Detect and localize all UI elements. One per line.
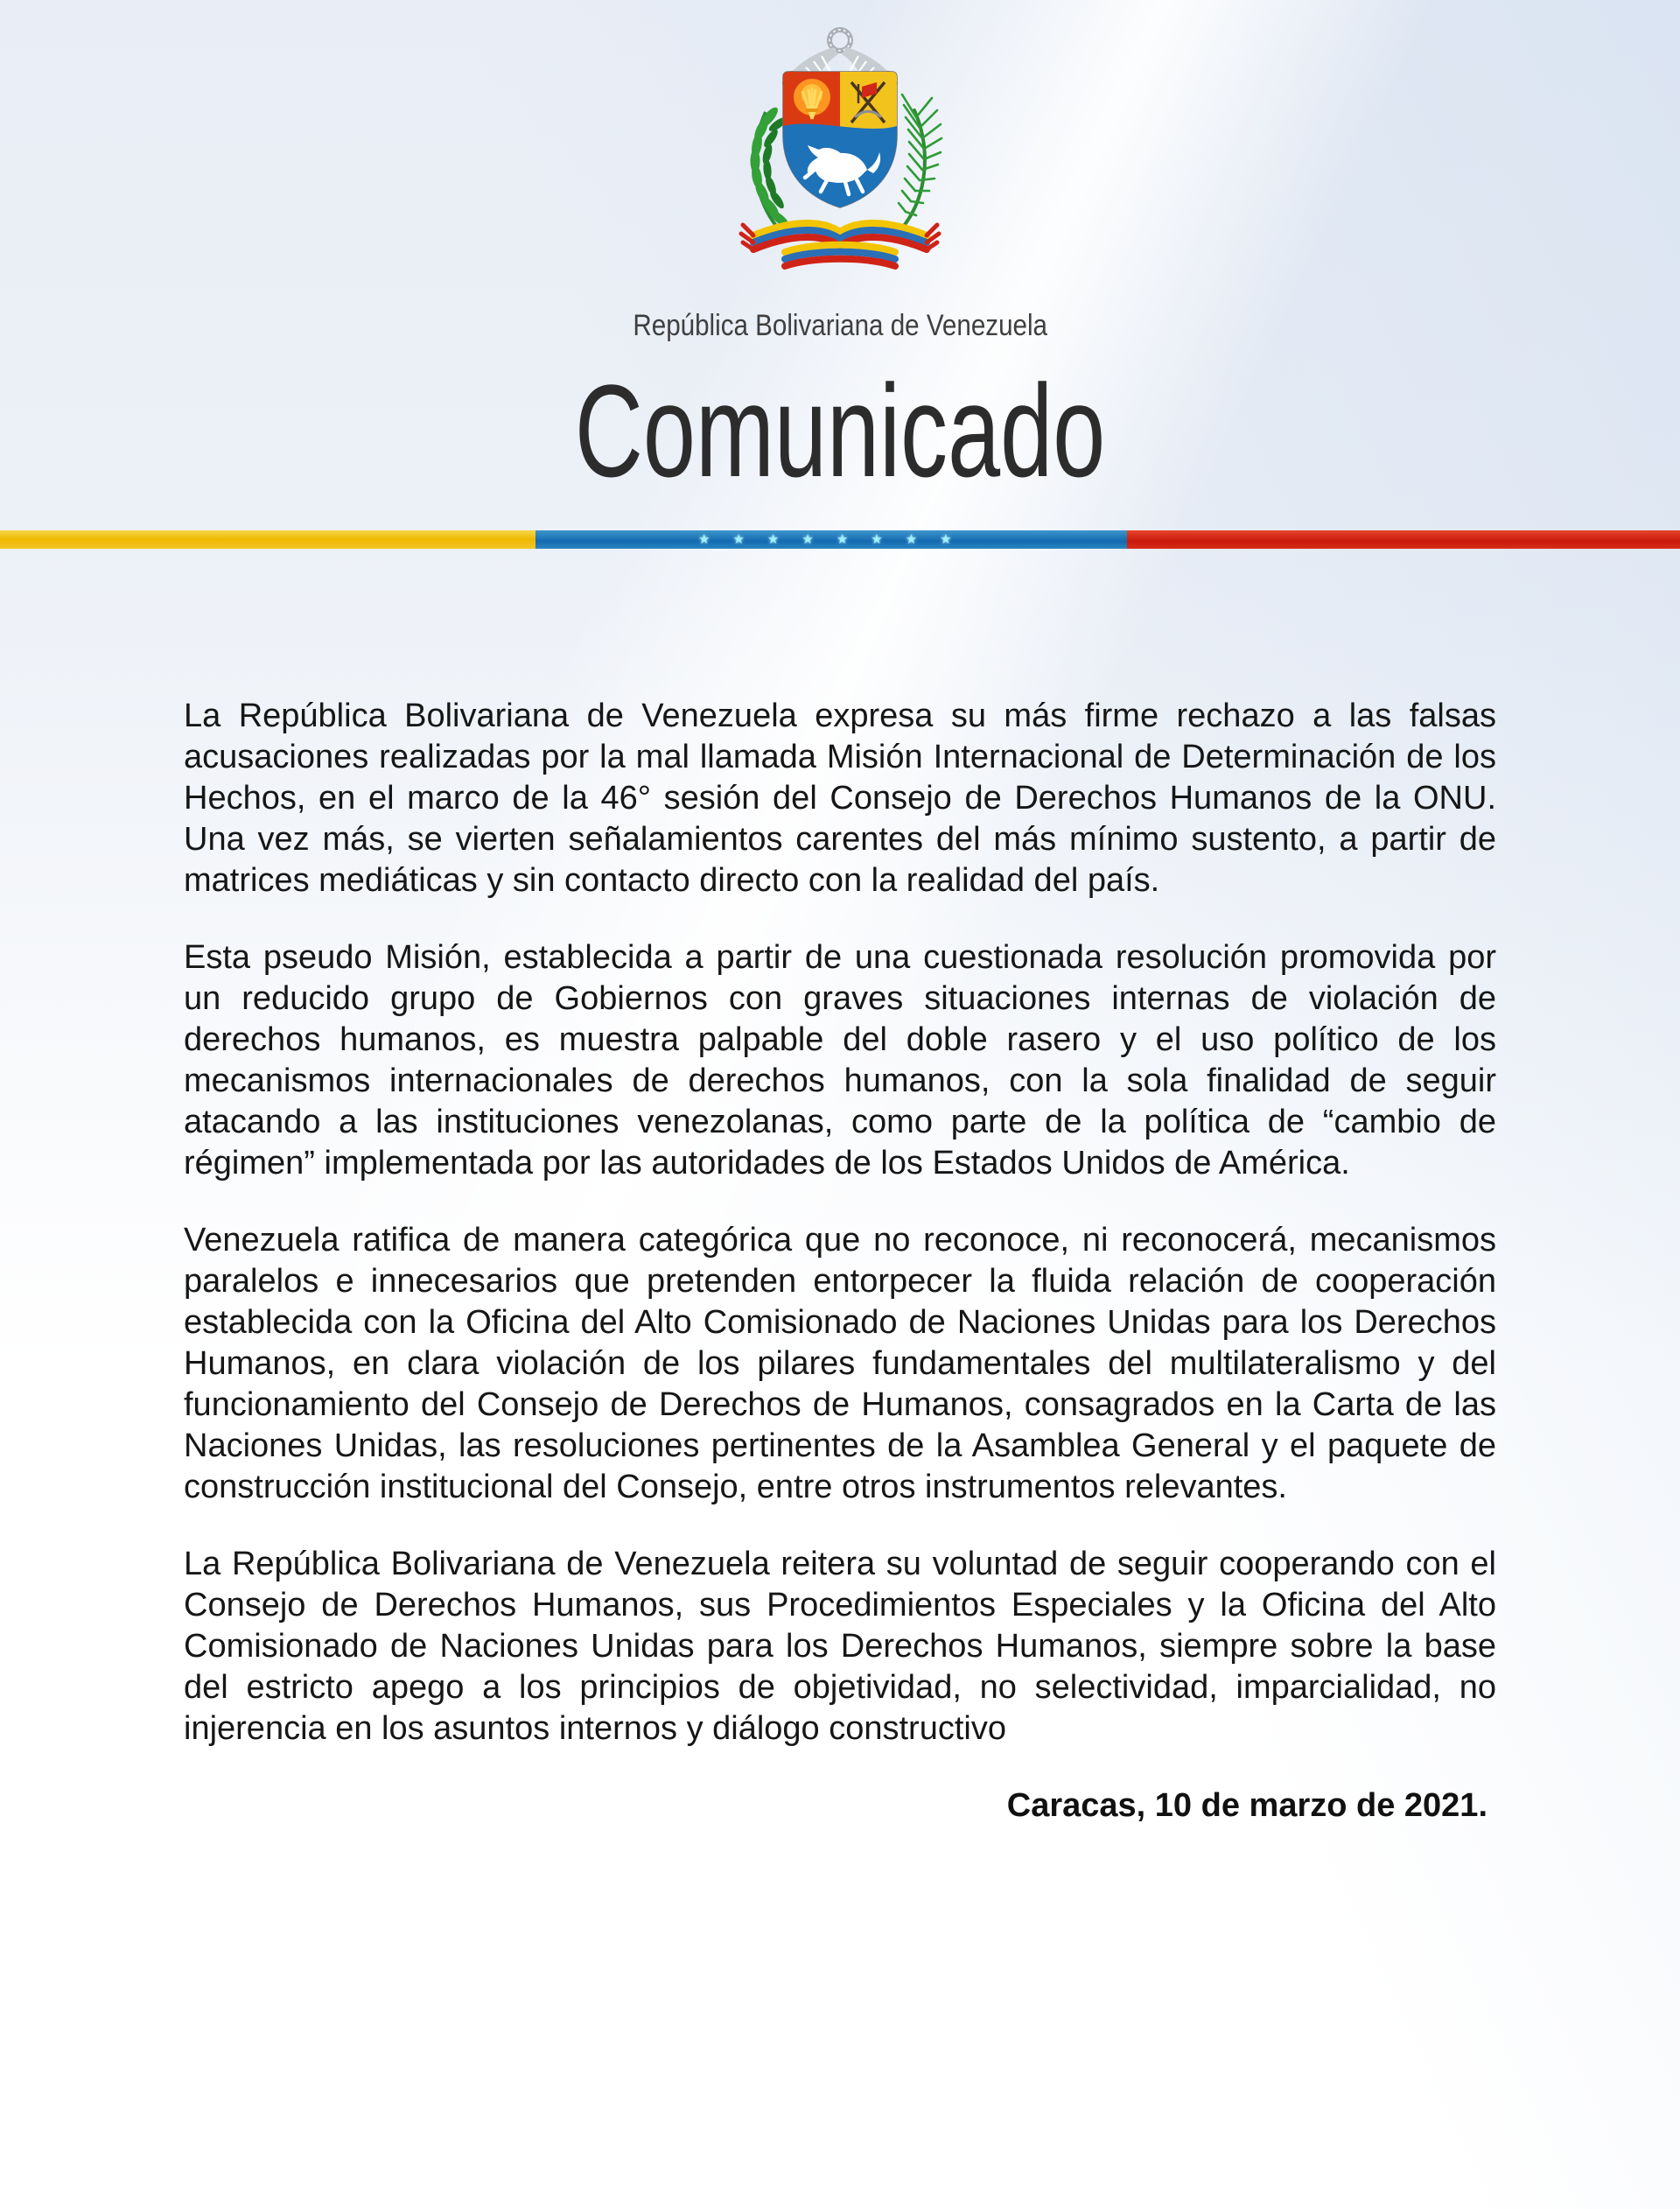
body-paragraph: Venezuela ratifica de manera categórica que no reconoce, ni reconocerá, mecanismos paralelos e innecesarios que pretenden entorpecer la fluida relación de cooperación establecida con la Oficina del Alto Comisionado de Naciones Unidas para los Derechos Humanos, en clara violación de los pilares fundamentales del multilateralismo y del funcionamiento del Consejo de Derechos de Humanos, consagrados en la Carta de las Naciones Unidas, las resoluciones pertinentes de la Asamblea General y el paquete de construcción institucional del Consejo, entre otros instrumentos relevantes.: [184, 1222, 1496, 1505]
palm-branch: [899, 95, 942, 226]
flag-star-icon: ★: [836, 532, 849, 547]
flag-star-icon: ★: [802, 532, 814, 547]
body-paragraph: Esta pseudo Misión, establecida a partir de una cuestionada resolución promovida por un reducido grupo de Gobiernos con graves situaciones internas de violación de derechos humanos, es muestra palpable del doble rasero y el uso político de los mecanismos internacionales de derechos humanos, con la sola finalidad de seguir atacando a las instituciones venezolanas, como parte de la política de “cambio de régimen” implementada por las autoridades de los Estados Unidos de América.: [184, 939, 1496, 1182]
flag-star-icon: ★: [905, 532, 918, 547]
document-title-text: Comunicado: [574, 357, 1106, 504]
ribbon: [741, 223, 939, 266]
flag-stripe-red: [1127, 530, 1680, 549]
communique-body: [184, 696, 1496, 1827]
flag-star-icon: ★: [698, 532, 710, 547]
flag-star-icon: ★: [940, 532, 952, 547]
dateline: Caracas, 10 de marzo de 2021.: [1006, 1787, 1488, 1824]
document-title: [0, 357, 1680, 504]
venezuela-coat-of-arms-icon: [731, 23, 949, 271]
flag-star-icon: ★: [766, 532, 780, 547]
shield: [783, 72, 897, 207]
body-paragraph: La República Bolivariana de Venezuela reitera su voluntad de seguir cooperando con el Consejo de Derechos Humanos, sus Procedimientos Especiales y la Oficina del Alto Comisionado de Naciones Unidas para los Derechos Humanos, siempre sobre la base del estricto apego a los principios de objetividad, no selectividad, imparcialidad, no injerencia en los asuntos internos y diálogo constructivo: [184, 1546, 1496, 1747]
body-paragraph: La República Bolivariana de Venezuela expresa su más firme rechazo a las falsas acusaciones realizadas por la mal llamada Misión Internacional de Determinación de los Hechos, en el marco de la 46° sesión del Consejo de Derechos Humanos de la ONU. Una vez más, se vierten señalamientos carentes del más mínimo sustento, a partir de matrices mediáticas y sin contacto directo con la realidad del país.: [184, 698, 1496, 899]
flag-stars: [698, 530, 952, 549]
flag-stripe-blue: [536, 530, 1127, 549]
country-name: [0, 308, 1680, 343]
flag-stripe: [0, 530, 1680, 549]
flag-star-icon: ★: [871, 532, 883, 547]
country-name-text: República Bolivariana de Venezuela: [633, 309, 1047, 342]
flag-star-icon: ★: [732, 532, 745, 547]
flag-stripe-yellow: [0, 530, 536, 549]
